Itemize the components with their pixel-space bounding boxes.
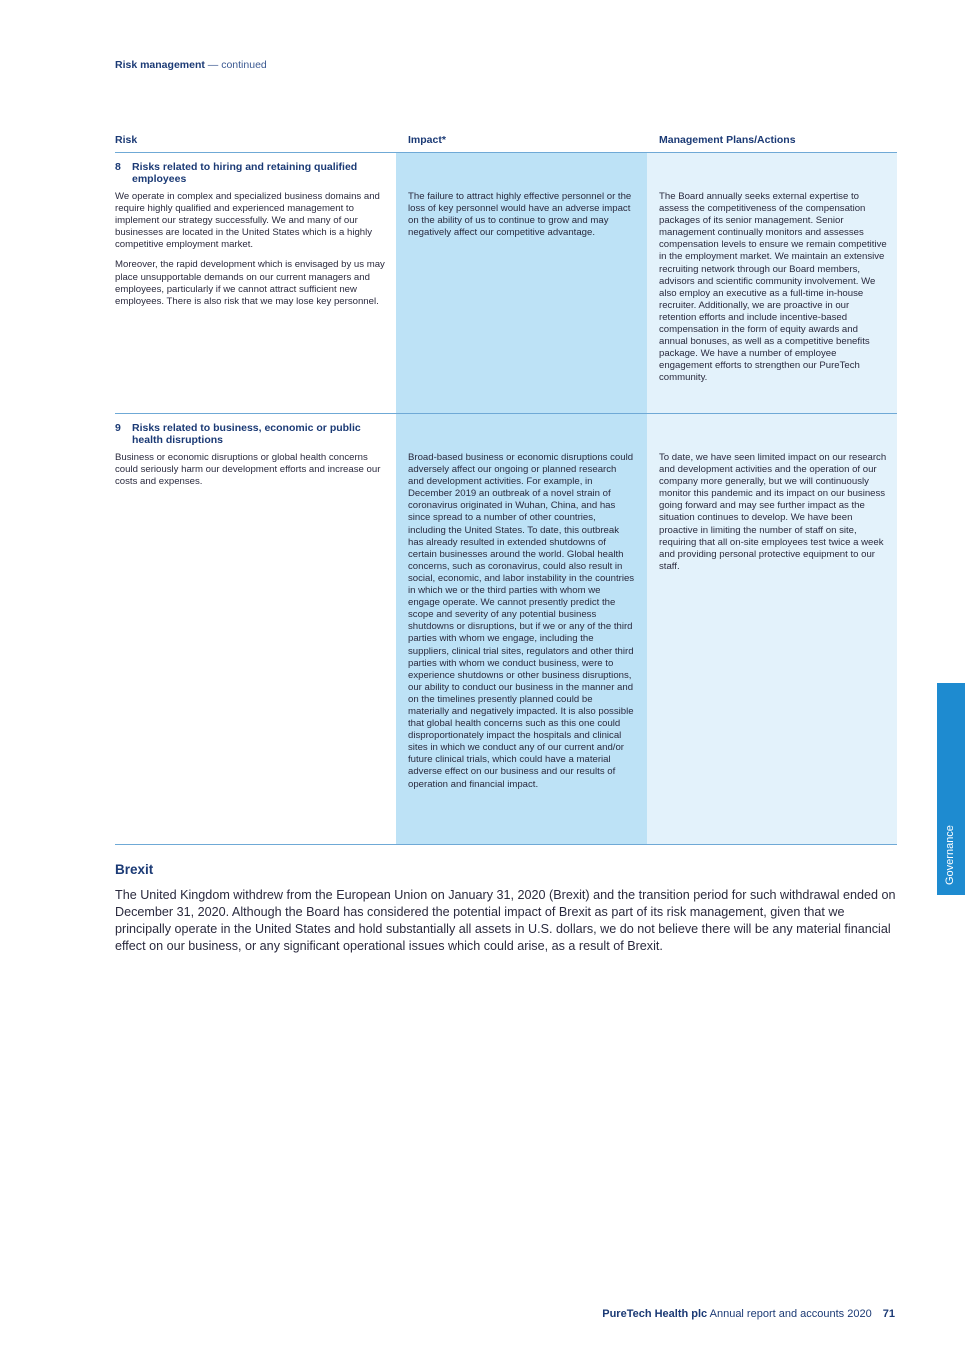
impact-text: The failure to attract highly effective personnel or the loss of key personnel would have an adverse impact on the ability of us to continue to grow and may negatively affect our competitive advantage. [408, 191, 632, 239]
table-row [115, 153, 897, 414]
footer-report: Annual report and accounts 2020 [709, 1308, 872, 1320]
risk-cell [115, 153, 396, 413]
risk-number: 9 [115, 422, 121, 434]
table-row [115, 414, 897, 845]
governance-side-tab[interactable] [937, 683, 965, 895]
column-header-risk: Risk [115, 134, 138, 146]
management-cell [647, 153, 897, 413]
management-text: The Board annually seeks external expertise to assess the competitiveness of the compensation packages of its senior management. Senior management continually monitors and assesses compensation levels to ensure we remain competitive in the employment market. We maintain an extensive recruiting network through our Board members, advisors and scientific community involvement. We also employ an executive as a full-time in-house recruiter. Additionally, we are proactive in our retention efforts and include incentive-based compensation in the form of equity awards and annual bonuses, as well as a competitive benefits package. We have a number of employee engagement efforts to strengthen our PureTech community. [659, 191, 887, 384]
brexit-heading: Brexit [115, 862, 154, 877]
footer-company: PureTech Health plc [602, 1308, 708, 1320]
section-title: Risk management [115, 59, 205, 71]
risk-title-text: Risks related to business, economic or public health disruptions [132, 422, 361, 446]
impact-cell [396, 414, 647, 844]
management-text: To date, we have seen limited impact on our research and development activities and the operation of our company more generally, but we will continuously monitor this pandemic and its impact on our business going forward and may see further impact as the situation continues to develop. We have been proactive in limiting the number of staff on site, requiring that all on-site employees test twice a week and providing personal protective equipment to our staff. [659, 452, 887, 572]
risk-table [115, 126, 897, 845]
risk-description: Moreover, the rapid development which is envisaged by us may place unsupportable demands on our current managers and employees, particularly if we cannot attract sufficient new employees. There is also risk that we may lose key personnel. [115, 259, 385, 307]
side-tab-label: Governance [944, 825, 956, 885]
risk-title [115, 161, 386, 185]
management-cell [647, 414, 897, 844]
brexit-paragraph: The United Kingdom withdrew from the European Union on January 31, 2020 (Brexit) and the transition period for such withdrawal ended on December 31, 2020. Although the Board has considered the potential impact of Brexit as part of its risk management, given that we principally operate in the United States and hold substantially all assets in U.S. dollars, we do not believe there will be any material financial effect on our business, or any significant operational issues which could arise, as a result of Brexit. [115, 888, 896, 953]
page-number: 71 [882, 1308, 895, 1320]
section-header [115, 59, 267, 71]
section-continued: — continued [207, 59, 267, 71]
impact-text: Broad-based business or economic disruptions could adversely affect our ongoing or planned research and development activities. For example, in December 2019 an outbreak of a novel strain of coronavirus originated in Wuhan, China, and has since spread to a number of other countries, including the United States. To date, this outbreak has already resulted in extended shutdowns of certain businesses around the world. Global health concerns, such as coronavirus, could also result in social, economic, and labor instability in the countries in which we or the third parties with whom we engage operate. We cannot presently predict the scope and severity of any potential business shutdowns or disruptions, but if we or any of the third parties with whom we engage, including the suppliers, clinical trial sites, regulators and other third parties with whom we conduct business, were to experience shutdowns or other business disruptions, our ability to conduct our business in the manner and on the timelines presently planned could be materially and negatively impacted. It is also possible that global health concerns such as this one could disproportionately impact the hospitals and clinical sites in which we conduct any of our current and/or future clinical trials, which could have a material adverse effect on our business and our results of operation and financial impact. [408, 452, 635, 790]
risk-description: Business or economic disruptions or global health concerns could seriously harm our development efforts and increase our costs and expenses. [115, 452, 381, 488]
risk-description: We operate in complex and specialized business domains and require highly qualified and experienced management to implement our strategy successfully. We and many of our businesses are located in the United States which is a highly competitive employment market. [115, 191, 380, 251]
impact-cell [396, 153, 647, 413]
risk-cell [115, 414, 396, 844]
column-header-management: Management Plans/Actions [659, 134, 796, 146]
risk-number: 8 [115, 161, 121, 173]
table-header-row [115, 126, 897, 153]
risk-title [115, 422, 386, 446]
column-header-impact: Impact* [408, 134, 446, 146]
page-footer [602, 1308, 895, 1320]
risk-title-text: Risks related to hiring and retaining qualified employees [132, 161, 358, 185]
